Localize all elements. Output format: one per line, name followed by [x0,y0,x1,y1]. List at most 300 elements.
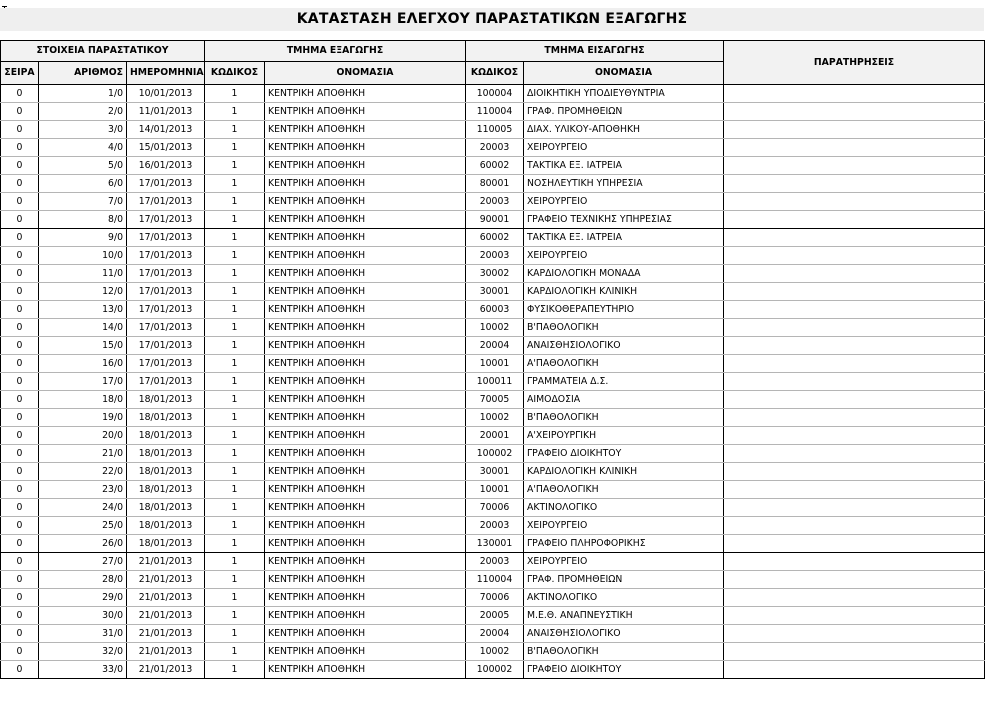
cell-export-name: ΚΕΝΤΡΙΚΗ ΑΠΟΘΗΚΗ [265,661,466,679]
table-row [1,499,985,517]
cell-date: 18/01/2013 [127,409,205,427]
cell-export-code: 1 [205,265,265,283]
cell-number: 17/0 [39,373,127,391]
cell-export-name: ΚΕΝΤΡΙΚΗ ΑΠΟΘΗΚΗ [265,373,466,391]
col-series-header: ΣΕΙΡΑ [1,62,39,85]
cell-series: 0 [1,535,39,553]
cell-series: 0 [1,499,39,517]
cell-number: 11/0 [39,265,127,283]
cell-series: 0 [1,643,39,661]
cell-remarks [724,85,985,103]
cell-import-code: 60002 [466,157,524,175]
cell-export-code: 1 [205,193,265,211]
cell-series: 0 [1,481,39,499]
cell-import-name: Α'ΠΑΘΟΛΟΓΙΚΗ [524,355,724,373]
cell-export-name: ΚΕΝΤΡΙΚΗ ΑΠΟΘΗΚΗ [265,427,466,445]
cell-series: 0 [1,211,39,229]
cell-export-code: 1 [205,373,265,391]
cell-date: 17/01/2013 [127,373,205,391]
cell-series: 0 [1,319,39,337]
col-export-name-header: ΟΝΟΜΑΣΙΑ [265,62,466,85]
table-row [1,193,985,211]
cell-import-code: 110004 [466,571,524,589]
cell-number: 33/0 [39,661,127,679]
cell-import-name: ΑΙΜΟΔΟΣΙΑ [524,391,724,409]
cell-remarks [724,355,985,373]
cell-number: 27/0 [39,553,127,571]
cell-export-name: ΚΕΝΤΡΙΚΗ ΑΠΟΘΗΚΗ [265,247,466,265]
cell-import-name: ΓΡΑΦ. ΠΡΟΜΗΘΕΙΩΝ [524,103,724,121]
cell-export-name: ΚΕΝΤΡΙΚΗ ΑΠΟΘΗΚΗ [265,139,466,157]
cell-import-name: Β'ΠΑΘΟΛΟΓΙΚΗ [524,409,724,427]
cell-remarks [724,319,985,337]
group-document-header: ΣΤΟΙΧΕΙΑ ΠΑΡΑΣΤΑΤΙΚΟΥ [1,41,205,62]
cell-export-name: ΚΕΝΤΡΙΚΗ ΑΠΟΘΗΚΗ [265,463,466,481]
cell-export-code: 1 [205,337,265,355]
cell-date: 18/01/2013 [127,427,205,445]
cell-remarks [724,265,985,283]
cell-import-code: 20005 [466,607,524,625]
cell-remarks [724,535,985,553]
cell-import-name: ΧΕΙΡΟΥΡΓΕΙΟ [524,139,724,157]
cell-export-code: 1 [205,625,265,643]
cell-export-name: ΚΕΝΤΡΙΚΗ ΑΠΟΘΗΚΗ [265,391,466,409]
cell-remarks [724,463,985,481]
cell-number: 23/0 [39,481,127,499]
cell-import-code: 20004 [466,337,524,355]
cell-import-name: ΑΚΤΙΝΟΛΟΓΙΚΟ [524,499,724,517]
cell-date: 17/01/2013 [127,175,205,193]
table-row [1,427,985,445]
cell-export-code: 1 [205,499,265,517]
cell-export-name: ΚΕΝΤΡΙΚΗ ΑΠΟΘΗΚΗ [265,193,466,211]
cell-remarks [724,193,985,211]
cell-number: 22/0 [39,463,127,481]
cell-import-name: ΓΡΑΦΕΙΟ ΔΙΟΙΚΗΤΟΥ [524,445,724,463]
cell-import-code: 10001 [466,355,524,373]
cell-remarks [724,139,985,157]
cell-export-code: 1 [205,535,265,553]
cell-number: 30/0 [39,607,127,625]
cell-series: 0 [1,283,39,301]
cell-export-name: ΚΕΝΤΡΙΚΗ ΑΠΟΘΗΚΗ [265,553,466,571]
cell-export-name: ΚΕΝΤΡΙΚΗ ΑΠΟΘΗΚΗ [265,517,466,535]
cell-export-code: 1 [205,571,265,589]
cell-import-code: 30001 [466,283,524,301]
cell-date: 17/01/2013 [127,355,205,373]
cell-import-name: ΓΡΑΦΕΙΟ ΔΙΟΙΚΗΤΟΥ [524,661,724,679]
cell-import-name: ΓΡΑΦΕΙΟ ΠΛΗΡΟΦΟΡΙΚΗΣ [524,535,724,553]
cell-export-name: ΚΕΝΤΡΙΚΗ ΑΠΟΘΗΚΗ [265,319,466,337]
cell-import-name: ΑΚΤΙΝΟΛΟΓΙΚΟ [524,589,724,607]
cell-series: 0 [1,427,39,445]
cell-import-name: ΦΥΣΙΚΟΘΕΡΑΠΕΥΤΗΡΙΟ [524,301,724,319]
cell-export-code: 1 [205,481,265,499]
cell-series: 0 [1,157,39,175]
cell-remarks [724,481,985,499]
cell-import-code: 60002 [466,229,524,247]
cell-number: 5/0 [39,157,127,175]
cell-series: 0 [1,103,39,121]
table-row [1,373,985,391]
cell-export-code: 1 [205,607,265,625]
cell-export-code: 1 [205,247,265,265]
cell-export-code: 1 [205,211,265,229]
cell-series: 0 [1,607,39,625]
cell-export-name: ΚΕΝΤΡΙΚΗ ΑΠΟΘΗΚΗ [265,301,466,319]
cell-import-name: ΚΑΡΔΙΟΛΟΓΙΚΗ ΚΛΙΝΙΚΗ [524,463,724,481]
cell-number: 31/0 [39,625,127,643]
cell-date: 17/01/2013 [127,337,205,355]
table-row [1,607,985,625]
cell-export-name: ΚΕΝΤΡΙΚΗ ΑΠΟΘΗΚΗ [265,103,466,121]
cell-series: 0 [1,193,39,211]
cell-series: 0 [1,409,39,427]
cell-import-name: Α'ΧΕΙΡΟΥΡΓΙΚΗ [524,427,724,445]
cell-export-name: ΚΕΝΤΡΙΚΗ ΑΠΟΘΗΚΗ [265,121,466,139]
cell-number: 13/0 [39,301,127,319]
cell-export-name: ΚΕΝΤΡΙΚΗ ΑΠΟΘΗΚΗ [265,175,466,193]
cell-import-code: 70006 [466,589,524,607]
cell-remarks [724,607,985,625]
cell-import-code: 10001 [466,481,524,499]
cell-series: 0 [1,247,39,265]
cell-import-code: 110005 [466,121,524,139]
cell-number: 7/0 [39,193,127,211]
cell-import-name: ΧΕΙΡΟΥΡΓΕΙΟ [524,553,724,571]
table-row [1,103,985,121]
cell-number: 14/0 [39,319,127,337]
cell-remarks [724,391,985,409]
cell-export-code: 1 [205,319,265,337]
cell-series: 0 [1,571,39,589]
cell-date: 17/01/2013 [127,229,205,247]
cell-remarks [724,229,985,247]
cell-series: 0 [1,517,39,535]
cell-import-code: 20003 [466,553,524,571]
cell-remarks [724,445,985,463]
cell-date: 18/01/2013 [127,535,205,553]
cell-number: 29/0 [39,589,127,607]
cell-series: 0 [1,661,39,679]
cell-import-code: 100004 [466,85,524,103]
table-row [1,139,985,157]
table-row [1,409,985,427]
col-date-header: ΗΜΕΡΟΜΗΝΙΑ [127,62,205,85]
table-body [1,85,985,679]
report-table [0,40,985,679]
cell-export-name: ΚΕΝΤΡΙΚΗ ΑΠΟΘΗΚΗ [265,589,466,607]
cell-remarks [724,625,985,643]
cell-export-name: ΚΕΝΤΡΙΚΗ ΑΠΟΘΗΚΗ [265,625,466,643]
cell-export-code: 1 [205,139,265,157]
cell-export-name: ΚΕΝΤΡΙΚΗ ΑΠΟΘΗΚΗ [265,229,466,247]
cell-import-name: ΤΑΚΤΙΚΑ ΕΞ. ΙΑΤΡΕΙΑ [524,229,724,247]
cell-export-code: 1 [205,409,265,427]
cell-remarks [724,409,985,427]
cell-import-name: ΧΕΙΡΟΥΡΓΕΙΟ [524,247,724,265]
cell-export-name: ΚΕΝΤΡΙΚΗ ΑΠΟΘΗΚΗ [265,265,466,283]
table-row [1,121,985,139]
remarks-header: ΠΑΡΑΤΗΡΗΣΕΙΣ [724,41,985,85]
cell-date: 17/01/2013 [127,211,205,229]
cell-import-name: Β'ΠΑΘΟΛΟΓΙΚΗ [524,319,724,337]
cell-date: 17/01/2013 [127,301,205,319]
cell-import-name: ΓΡΑΦΕΙΟ ΤΕΧΝΙΚΗΣ ΥΠΗΡΕΣΙΑΣ [524,211,724,229]
cell-series: 0 [1,229,39,247]
table-row [1,85,985,103]
cell-remarks [724,301,985,319]
cell-date: 21/01/2013 [127,553,205,571]
cell-export-name: ΚΕΝΤΡΙΚΗ ΑΠΟΘΗΚΗ [265,499,466,517]
cell-number: 21/0 [39,445,127,463]
table-row [1,661,985,679]
cell-remarks [724,175,985,193]
cell-series: 0 [1,175,39,193]
cell-series: 0 [1,301,39,319]
cell-import-code: 20003 [466,517,524,535]
cell-export-name: ΚΕΝΤΡΙΚΗ ΑΠΟΘΗΚΗ [265,211,466,229]
table-row [1,157,985,175]
cell-date: 14/01/2013 [127,121,205,139]
cell-export-code: 1 [205,517,265,535]
table-row [1,265,985,283]
cell-series: 0 [1,589,39,607]
cell-series: 0 [1,553,39,571]
cell-export-code: 1 [205,283,265,301]
cell-export-code: 1 [205,157,265,175]
cell-series: 0 [1,121,39,139]
col-number-header: ΑΡΙΘΜΟΣ [39,62,127,85]
cell-remarks [724,121,985,139]
cell-remarks [724,373,985,391]
cell-export-name: ΚΕΝΤΡΙΚΗ ΑΠΟΘΗΚΗ [265,571,466,589]
group-import-header: ΤΜΗΜΑ ΕΙΣΑΓΩΓΗΣ [466,41,724,62]
cell-number: 10/0 [39,247,127,265]
col-import-name-header: ΟΝΟΜΑΣΙΑ [524,62,724,85]
table-row [1,247,985,265]
cell-remarks [724,103,985,121]
cell-import-code: 30001 [466,463,524,481]
cell-export-code: 1 [205,391,265,409]
cell-import-code: 100002 [466,445,524,463]
col-import-code-header: ΚΩΔΙΚΟΣ [466,62,524,85]
cell-export-name: ΚΕΝΤΡΙΚΗ ΑΠΟΘΗΚΗ [265,535,466,553]
col-export-code-header: ΚΩΔΙΚΟΣ [205,62,265,85]
cell-date: 11/01/2013 [127,103,205,121]
cell-remarks [724,283,985,301]
cell-export-code: 1 [205,301,265,319]
cell-remarks [724,427,985,445]
cell-export-name: ΚΕΝΤΡΙΚΗ ΑΠΟΘΗΚΗ [265,337,466,355]
cell-number: 15/0 [39,337,127,355]
cell-import-name: ΔΙΑΧ. ΥΛΙΚΟΥ-ΑΠΟΘΗΚΗ [524,121,724,139]
cell-export-name: ΚΕΝΤΡΙΚΗ ΑΠΟΘΗΚΗ [265,607,466,625]
cell-remarks [724,247,985,265]
cell-import-code: 130001 [466,535,524,553]
cell-remarks [724,211,985,229]
table-row [1,319,985,337]
cell-series: 0 [1,445,39,463]
cell-date: 17/01/2013 [127,247,205,265]
cell-export-code: 1 [205,85,265,103]
cell-import-code: 20003 [466,139,524,157]
cell-import-code: 20004 [466,625,524,643]
cell-date: 17/01/2013 [127,265,205,283]
cell-date: 21/01/2013 [127,607,205,625]
cell-series: 0 [1,139,39,157]
table-row [1,463,985,481]
cell-export-name: ΚΕΝΤΡΙΚΗ ΑΠΟΘΗΚΗ [265,157,466,175]
cell-import-code: 100002 [466,661,524,679]
cell-date: 18/01/2013 [127,481,205,499]
cell-export-name: ΚΕΝΤΡΙΚΗ ΑΠΟΘΗΚΗ [265,355,466,373]
report-title: ΚΑΤΑΣΤΑΣΗ ΕΛΕΓΧΟΥ ΠΑΡΑΣΤΑΤΙΚΩΝ ΕΞΑΓΩΓΗΣ [296,11,688,27]
cell-export-code: 1 [205,175,265,193]
table-row [1,535,985,553]
cell-date: 17/01/2013 [127,193,205,211]
cell-number: 6/0 [39,175,127,193]
cell-date: 17/01/2013 [127,283,205,301]
cell-remarks [724,643,985,661]
cell-import-code: 10002 [466,409,524,427]
cell-date: 21/01/2013 [127,625,205,643]
cell-remarks [724,553,985,571]
table-row [1,355,985,373]
cell-export-code: 1 [205,589,265,607]
cell-import-code: 20001 [466,427,524,445]
cell-date: 18/01/2013 [127,391,205,409]
table-row [1,391,985,409]
cell-export-code: 1 [205,661,265,679]
cell-date: 21/01/2013 [127,589,205,607]
table-row [1,337,985,355]
cell-import-code: 30002 [466,265,524,283]
group-header-row [1,41,985,62]
cell-export-code: 1 [205,643,265,661]
table-row [1,445,985,463]
cell-import-name: ΑΝΑΙΣΘΗΣΙΟΛΟΓΙΚΟ [524,625,724,643]
cell-import-code: 70006 [466,499,524,517]
cell-export-name: ΚΕΝΤΡΙΚΗ ΑΠΟΘΗΚΗ [265,445,466,463]
cell-number: 8/0 [39,211,127,229]
cell-import-name: ΓΡΑΦ. ΠΡΟΜΗΘΕΙΩΝ [524,571,724,589]
cell-import-name: Β'ΠΑΘΟΛΟΓΙΚΗ [524,643,724,661]
table-row [1,301,985,319]
table-row [1,283,985,301]
cell-import-code: 60003 [466,301,524,319]
cell-date: 21/01/2013 [127,661,205,679]
cell-import-name: ΚΑΡΔΙΟΛΟΓΙΚΗ ΚΛΙΝΙΚΗ [524,283,724,301]
cell-export-code: 1 [205,103,265,121]
cell-export-code: 1 [205,553,265,571]
cell-series: 0 [1,355,39,373]
cell-number: 12/0 [39,283,127,301]
cell-import-code: 110004 [466,103,524,121]
table-row [1,643,985,661]
cell-import-name: ΔΙΟΙΚΗΤΙΚΗ ΥΠΟΔΙΕΥΘΥΝΤΡΙΑ [524,85,724,103]
cell-number: 16/0 [39,355,127,373]
cell-number: 20/0 [39,427,127,445]
cell-number: 32/0 [39,643,127,661]
cell-date: 18/01/2013 [127,499,205,517]
cell-import-code: 90001 [466,211,524,229]
cell-remarks [724,157,985,175]
cell-series: 0 [1,265,39,283]
table-row [1,553,985,571]
cell-export-name: ΚΕΝΤΡΙΚΗ ΑΠΟΘΗΚΗ [265,85,466,103]
cell-import-name: Α'ΠΑΘΟΛΟΓΙΚΗ [524,481,724,499]
cell-export-code: 1 [205,355,265,373]
cell-number: 19/0 [39,409,127,427]
cell-export-code: 1 [205,229,265,247]
cell-series: 0 [1,85,39,103]
cell-export-name: ΚΕΝΤΡΙΚΗ ΑΠΟΘΗΚΗ [265,409,466,427]
cell-export-name: ΚΕΝΤΡΙΚΗ ΑΠΟΘΗΚΗ [265,643,466,661]
table-header [1,41,985,85]
cell-number: 9/0 [39,229,127,247]
cell-number: 25/0 [39,517,127,535]
table-row [1,589,985,607]
cell-import-name: ΧΕΙΡΟΥΡΓΕΙΟ [524,517,724,535]
cell-date: 21/01/2013 [127,571,205,589]
cell-remarks [724,499,985,517]
cell-export-name: ΚΕΝΤΡΙΚΗ ΑΠΟΘΗΚΗ [265,481,466,499]
cell-number: 3/0 [39,121,127,139]
table-row [1,229,985,247]
cell-import-code: 70005 [466,391,524,409]
cell-export-code: 1 [205,445,265,463]
group-export-header: ΤΜΗΜΑ ΕΞΑΓΩΓΗΣ [205,41,466,62]
cell-import-code: 10002 [466,643,524,661]
cell-remarks [724,661,985,679]
cell-import-code: 100011 [466,373,524,391]
cell-import-code: 20003 [466,193,524,211]
cell-import-name: ΧΕΙΡΟΥΡΓΕΙΟ [524,193,724,211]
table-row [1,625,985,643]
cell-series: 0 [1,391,39,409]
cell-import-name: ΚΑΡΔΙΟΛΟΓΙΚΗ ΜΟΝΑΔΑ [524,265,724,283]
cell-import-name: ΑΝΑΙΣΘΗΣΙΟΛΟΓΙΚΟ [524,337,724,355]
cell-date: 18/01/2013 [127,463,205,481]
cell-import-code: 20003 [466,247,524,265]
cell-import-name: ΓΡΑΜΜΑΤΕΙΑ Δ.Σ. [524,373,724,391]
cell-date: 18/01/2013 [127,445,205,463]
cell-export-code: 1 [205,427,265,445]
cell-number: 4/0 [39,139,127,157]
cell-import-name: ΤΑΚΤΙΚΑ ΕΞ. ΙΑΤΡΕΙΑ [524,157,724,175]
cell-export-code: 1 [205,121,265,139]
table-row [1,211,985,229]
cell-date: 15/01/2013 [127,139,205,157]
cell-number: 26/0 [39,535,127,553]
table-row [1,517,985,535]
cell-date: 10/01/2013 [127,85,205,103]
cell-date: 21/01/2013 [127,643,205,661]
cell-remarks [724,517,985,535]
cell-import-name: Μ.Ε.Θ. ΑΝΑΠΝΕΥΣΤΙΚΗ [524,607,724,625]
cell-import-code: 10002 [466,319,524,337]
cell-import-name: ΝΟΣΗΛΕΥΤΙΚΗ ΥΠΗΡΕΣΙΑ [524,175,724,193]
cell-number: 2/0 [39,103,127,121]
cell-series: 0 [1,337,39,355]
cell-series: 0 [1,463,39,481]
cell-series: 0 [1,373,39,391]
cell-remarks [724,589,985,607]
cell-series: 0 [1,625,39,643]
cell-export-name: ΚΕΝΤΡΙΚΗ ΑΠΟΘΗΚΗ [265,283,466,301]
cell-import-code: 80001 [466,175,524,193]
